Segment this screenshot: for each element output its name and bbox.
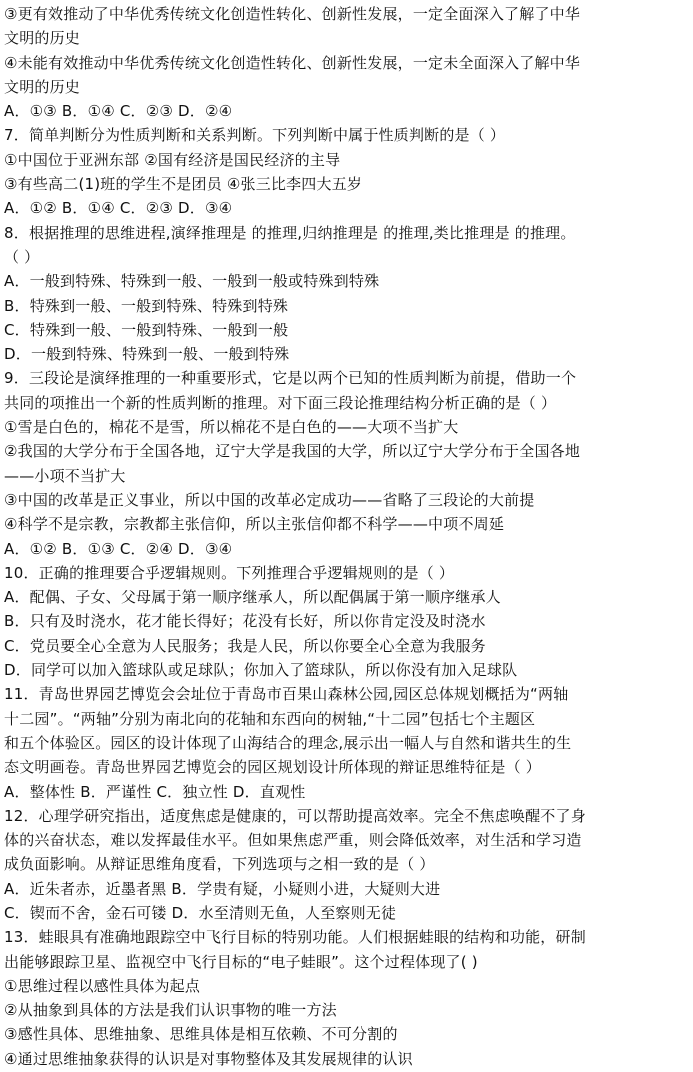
option-b: B．只有及时浇水，花才能长得好；花没有长好，所以你肯定没及时浇水 — [4, 612, 486, 631]
option-c: C．特殊到一般、一般到特殊、一般到一般 — [4, 320, 289, 339]
answer-options: A．①③ B．①④ C．②③ D．②④ — [4, 102, 233, 121]
text-line: ④科学不是宗教，宗教都主张信仰，所以主张信仰都不科学——中项不周延 — [4, 515, 505, 534]
option-a-b: A．近朱者赤，近墨者黑 B．学贵有疑，小疑则小进，大疑则大进 — [4, 879, 441, 898]
question-12: 12．心理学研究指出，适度焦虑是健康的，可以帮助提高效率。完全不焦虑唤醒不了身 — [4, 806, 586, 825]
text-line: ①雪是白色的，棉花不是雪，所以棉花不是白色的——大项不当扩大 — [4, 418, 459, 437]
text-line: ②从抽象到具体的方法是我们认识事物的唯一方法 — [4, 1001, 337, 1020]
answer-options: A．①② B．①③ C．②④ D．③④ — [4, 539, 233, 558]
question-11: 11．青岛世界园艺博览会会址位于青岛市百果山森林公园,园区总体规划概括为“两轴 — [4, 685, 569, 704]
text-line: ①思维过程以感性具体为起点 — [4, 976, 201, 995]
text-line: （ ） — [4, 247, 40, 266]
text-line: 和五个体验区。园区的设计体现了山海结合的理念,展示出一幅人与自然和谐共生的生 — [4, 733, 572, 752]
text-line: ①中国位于亚洲东部 ②国有经济是国民经济的主导 — [4, 150, 341, 169]
text-line: 态文明画卷。青岛世界园艺博览会的园区规划设计所体现的辩证思维特征是（ ） — [4, 758, 541, 777]
option-c-d: C．锲而不舍，金石可镂 D．水至清则无鱼，人至察则无徒 — [4, 903, 397, 922]
text-line: ③更有效推动了中华优秀传统文化创造性转化、创新性发展，一定全面深入了解了中华 — [4, 5, 581, 23]
text-line: ——小项不当扩大 — [4, 466, 126, 485]
question-10: 10．正确的推理要合乎逻辑规则。下列推理合乎逻辑规则的是（ ） — [4, 563, 455, 582]
question-8: 8．根据推理的思维进程,演绎推理是 的推理,归纳推理是 的推理,类比推理是 的推理。 — [4, 223, 576, 242]
option-c: C．党员要全心全意为人民服务；我是人民，所以你要全心全意为我服务 — [4, 636, 486, 655]
option-d: D．同学可以加入篮球队或足球队；你加入了篮球队，所以你没有加入足球队 — [4, 661, 518, 680]
text-line: 文明的历史 — [4, 29, 81, 48]
text-line: 出能够跟踪卫星、监视空中飞行目标的“电子蛙眼”。这个过程体现了( ) — [4, 952, 478, 971]
option-a: A．配偶、子女、父母属于第一顺序继承人，所以配偶属于第一顺序继承人 — [4, 588, 501, 607]
text-line: 十二园”。“两轴”分别为南北向的花轴和东西向的树轴,“十二园”包括七个主题区 — [4, 709, 536, 728]
text-line: 成负面影响。从辩证思维角度看，下列选项与之相一致的是（ ） — [4, 855, 435, 874]
question-13: 13．蛙眼具有准确地跟踪空中飞行目标的特别功能。人们根据蛙眼的结构和功能，研制 — [4, 928, 586, 947]
text-line: ④未能有效推动中华优秀传统文化创造性转化、创新性发展，一定未全面深入了解中华 — [4, 53, 581, 72]
text-line: 文明的历史 — [4, 77, 81, 96]
option-b: B．特殊到一般、一般到特殊、特殊到特殊 — [4, 296, 289, 315]
answer-options: A．整体性 B．严谨性 C．独立性 D．直观性 — [4, 782, 306, 801]
text-line: ④通过思维抽象获得的认识是对事物整体及其发展规律的认识 — [4, 1049, 413, 1068]
text-line: ③有些高二(1)班的学生不是团员 ④张三比李四大五岁 — [4, 175, 363, 194]
question-7: 7．简单判断分为性质判断和关系判断。下列判断中属于性质判断的是（ ） — [4, 126, 506, 145]
answer-options: A．①② B．①④ C．②③ D．③④ — [4, 199, 233, 218]
text-line: 共同的项推出一个新的性质判断的推理。对下面三段论推理结构分析正确的是（ ） — [4, 393, 557, 412]
option-d: D．一般到特殊、特殊到一般、一般到特殊 — [4, 345, 290, 364]
text-line: 体的兴奋状态，难以发挥最佳水平。但如果焦虑严重，则会降低效率，对生活和学习造 — [4, 831, 582, 850]
question-9: 9．三段论是演绎推理的一种重要形式，它是以两个已知的性质判断为前提，借助一个 — [4, 369, 577, 388]
option-a: A．一般到特殊、特殊到一般、一般到一般或特殊到特殊 — [4, 272, 380, 291]
text-line: ③感性具体、思维抽象、思维具体是相互依赖、不可分割的 — [4, 1025, 398, 1044]
text-line: ②我国的大学分布于全国各地，辽宁大学是我国的大学，所以辽宁大学分布于全国各地 — [4, 442, 581, 461]
text-line: ③中国的改革是正义事业，所以中国的改革必定成功——省略了三段论的大前提 — [4, 490, 535, 509]
